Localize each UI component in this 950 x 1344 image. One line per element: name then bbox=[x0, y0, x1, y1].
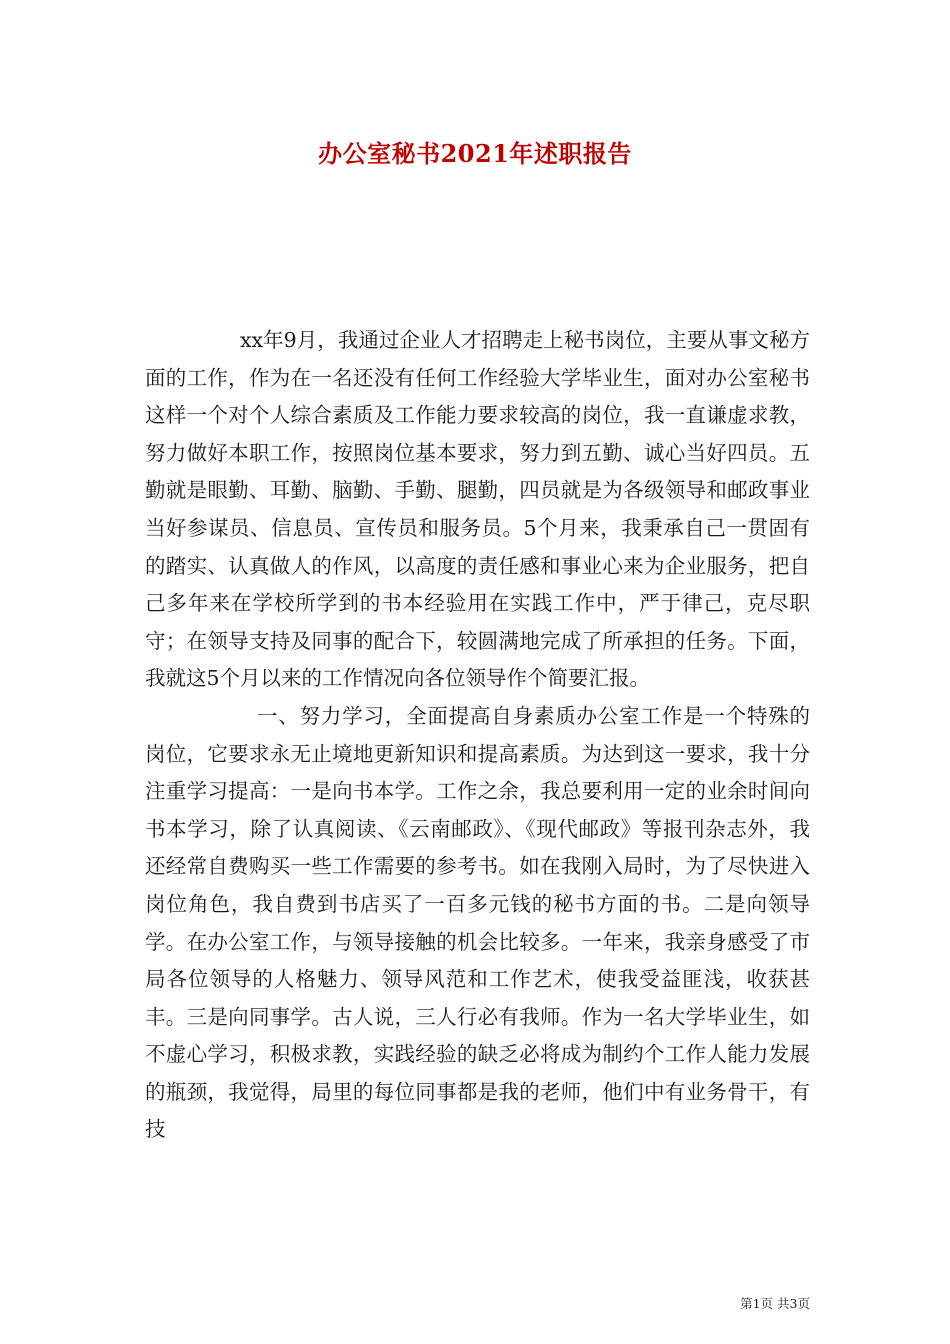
paragraph-section-one: 一、努力学习，全面提高自身素质办公室工作是一个特殊的岗位，它要求永无止境地更新知识和提高素质。为达到这一要求，我十分注重学习提高：一是向书本学。工作之余，我总要利用一定的业余时间向书本学习，除了认真阅读、《云南邮政》、《现代邮政》等报刊杂志外，我还经常自费购买一些工作需要的参考书。如在我刚入局时，为了尽快进入岗位角色，我自费到书店买了一百多元钱的秘书方面的书。二是向领导学。在办公室工作，与领导接触的机会比较多。一年来，我亲身感受了市局各位领导的人格魅力、领导风范和工作艺术，使我受益匪浅，收获甚丰。三是向同事学。古人说，三人行必有我师。作为一名大学毕业生，如不虚心学习，积极求教，实践经验的缺乏必将成为制约个工作人能力发展的瓶颈，我觉得，局里的每位同事都是我的老师，他们中有业务骨干，有技 bbox=[145, 703, 810, 1142]
page-number: 第1页 共3页 bbox=[740, 1296, 810, 1311]
document-title: 办公室秘书2021年述职报告 bbox=[318, 139, 632, 168]
document-body bbox=[145, 322, 810, 1149]
paragraph-intro: xx年9月，我通过企业人才招聘走上秘书岗位，主要从事文秘方面的工作，作为在一名还没有任何工作经验大学毕业生，面对办公室秘书这样一个对个人综合素质及工作能力要求较高的岗位，我一直谦虚求教，努力做好本职工作，按照岗位基本要求，努力到五勤、诚心当好四员。五勤就是眼勤、耳勤、脑勤、手勤、腿勤，四员就是为各级领导和邮政事业当好参谋员、信息员、宣传员和服务员。5个月来，我秉承自己一贯固有的踏实、认真做人的作风，以高度的责任感和事业心来为企业服务，把自己多年来在学校所学到的书本经验用在实践工作中，严于律己，克尽职守；在领导支持及同事的配合下，较圆满地完成了所承担的任务。下面，我就这5个月以来的工作情况向各位领导作个简要汇报。 bbox=[145, 328, 810, 691]
